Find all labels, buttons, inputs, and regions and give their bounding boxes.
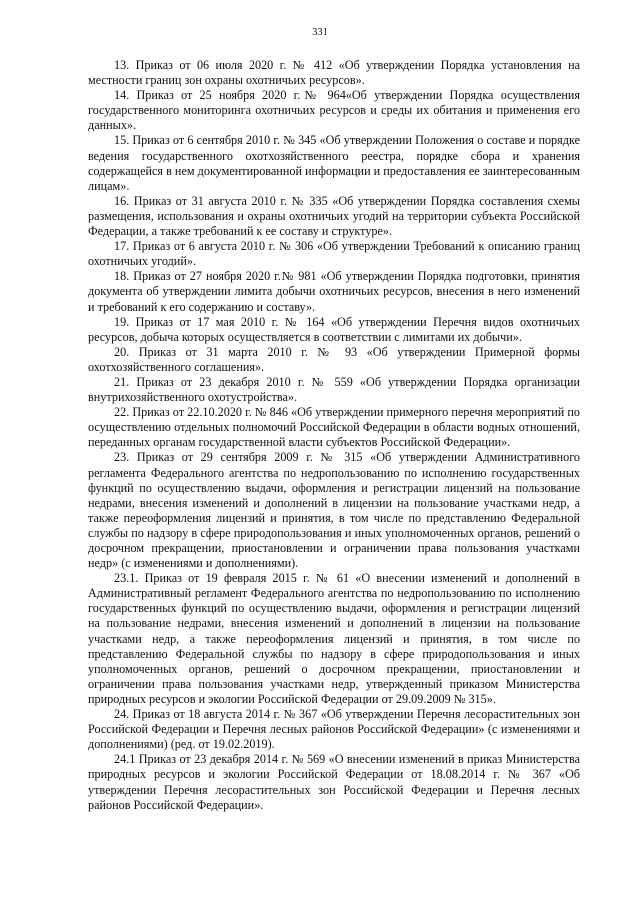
list-item: 24.1 Приказ от 23 декабря 2014 г. № 569 «О внесении изменений в приказ Министерства природных ресурсов и экологии Российской Федерации от 18.08.2014 г. № 367 «Об утверждении Перечня лесорастительных зон Российской Федерации и Перечня лесных районов Российской Федерации».	[88, 752, 580, 812]
list-item: 14. Приказ от 25 ноября 2020 г.№ 964«Об утверждении Порядка осуществления государственного мониторинга охотничьих ресурсов и среды их обитания и применения его данных».	[88, 88, 580, 133]
list-item: 15. Приказ от 6 сентября 2010 г. № 345 «Об утверждении Положения о составе и порядке ведения государственного охотхозяйственного реестра, порядке сбора и хранения содержащейся в нем документированной информации и предоставления ее заинтересованным лицам».	[88, 133, 580, 193]
list-item: 18. Приказ от 27 ноября 2020 г.№ 981 «Об утверждении Порядка подготовки, принятия документа об утверждении лимита добычи охотничьих ресурсов, внесения в него изменений и требований к его содержанию и составу».	[88, 269, 580, 314]
document-body	[88, 58, 580, 813]
list-item: 13. Приказ от 06 июля 2020 г. № 412 «Об утверждении Порядка установления на местности границ зон охраны охотничьих ресурсов».	[88, 58, 580, 88]
list-item: 16. Приказ от 31 августа 2010 г. № 335 «Об утверждении Порядка составления схемы размещения, использования и охраны охотничьих угодий на территории субъекта Российской Федерации, а также требований к ее составу и структуре».	[88, 193, 580, 239]
list-item: 17. Приказ от 6 августа 2010 г. № 306 «Об утверждении Требований к описанию границ охотничьих угодий».	[88, 239, 580, 269]
list-item: 23.1. Приказ от 19 февраля 2015 г. № 61 «О внесении изменений и дополнений в Административный регламент Федерального агентства по недропользованию по исполнению государственных функций по осуществлению выдачи, оформления и регистрации лицензий на пользование недрами, внесения изменений и дополнений в лицензии на пользование участками недр, а также переоформления лицензий и принятия, в том числе по представлению Федеральной службы по надзору в сфере природопользования и иных уполномоченных органов, решений о досрочном прекращении, приостановлении и ограничении права пользования участками недр, утвержденный приказом Министерства природных ресурсов и экологии Российской Федерации от 29.09.2009 № 315».	[88, 571, 580, 706]
list-item: 24. Приказ от 18 августа 2014 г. № 367 «Об утверждении Перечня лесорастительных зон Российской Федерации и Перечня лесных районов Российской Федерации» (с изменениями и дополнениями) (ред. от 19.02.2019).	[88, 707, 580, 752]
list-item: 23. Приказ от 29 сентября 2009 г. № 315 «Об утверждении Административного регламента Федерального агентства по недропользованию по исполнению государственных функций по осуществлению выдачи, оформления и регистрации лицензий на пользование недрами, внесения изменений и дополнений в лицензии на пользование участками недр, а также переоформления лицензий и принятия, в том числе по представлению Федеральной службы по надзору в сфере природопользования и иных уполномоченных органов, решений о досрочном прекращении, приостановлении и ограничении права пользования участками недр» (с изменениями и дополнениями).	[88, 450, 580, 571]
list-item: 22. Приказ от 22.10.2020 г. № 846 «Об утверждении примерного перечня мероприятий по осуществлению отдельных полномочий Российской Федерации в области водных отношений, переданных органам государственной власти субъектов Российской Федерации».	[88, 405, 580, 450]
list-item: 20. Приказ от 31 марта 2010 г. № 93 «Об утверждении Примерной формы охотхозяйственного соглашения».	[88, 344, 580, 374]
page-number: 331	[312, 27, 328, 38]
list-item: 19. Приказ от 17 мая 2010 г. № 164 «Об утверждении Перечня видов охотничьих ресурсов, добыча которых осуществляется в соответствии с лимитами их добычи».	[88, 314, 580, 344]
list-item: 21. Приказ от 23 декабря 2010 г. № 559 «Об утверждении Порядка организации внутрихозяйственного охотустройства».	[88, 374, 580, 405]
